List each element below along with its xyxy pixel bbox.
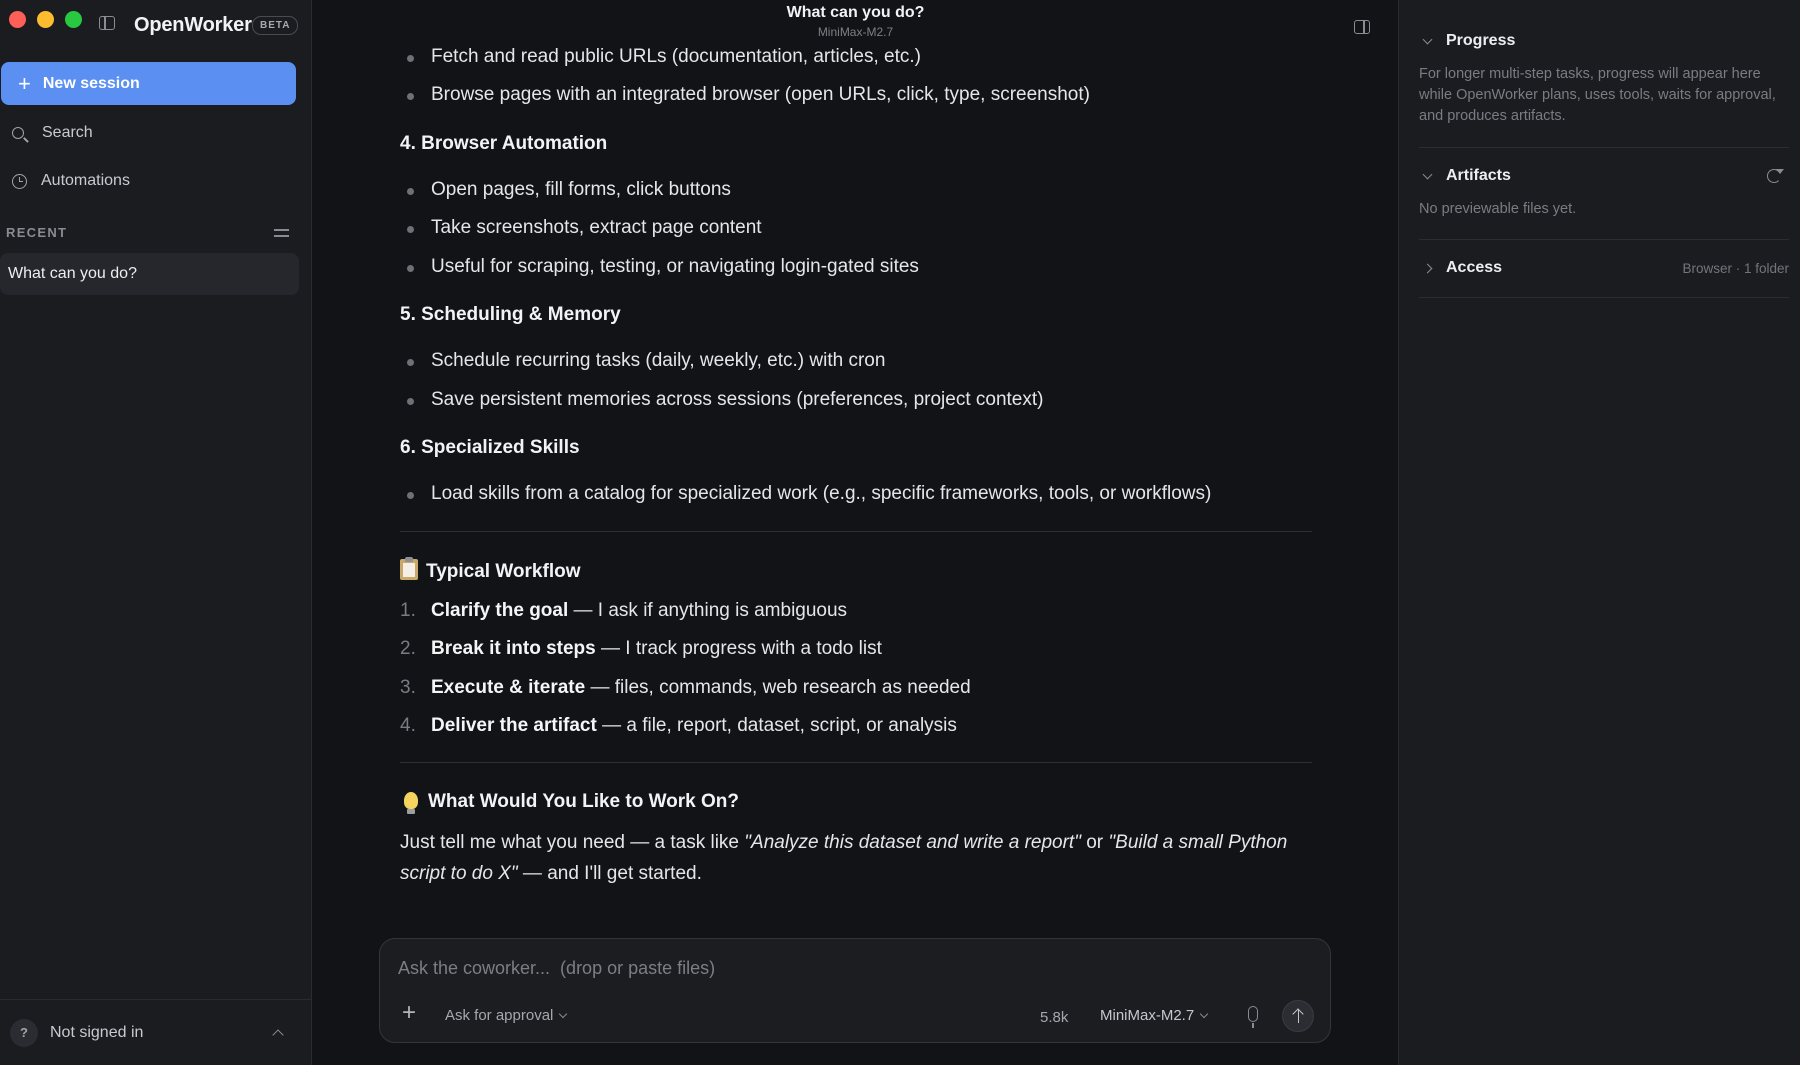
recent-section-label: RECENT — [6, 225, 68, 240]
beta-badge: BETA — [252, 16, 298, 35]
divider — [400, 762, 1312, 763]
minimize-window-button[interactable] — [37, 11, 54, 28]
send-button[interactable] — [1282, 1000, 1314, 1032]
account-footer[interactable] — [0, 999, 312, 1065]
workflow-step — [400, 638, 882, 660]
new-session-label: New session — [42, 74, 140, 92]
window-controls — [9, 11, 82, 28]
divider — [1419, 297, 1789, 298]
step-desc: — I track progress with a todo list — [595, 638, 882, 659]
divider — [400, 531, 1312, 532]
panel-toggle-icon[interactable] — [99, 16, 115, 30]
chat-header — [313, 4, 1398, 39]
close-window-button[interactable] — [9, 11, 26, 28]
step-number: 4. — [400, 715, 416, 736]
artifacts-section — [1419, 167, 1789, 220]
right-panel-toggle-icon[interactable] — [1354, 20, 1370, 34]
new-session-button[interactable] — [1, 62, 296, 105]
divider — [1419, 239, 1789, 240]
workflow-step — [400, 600, 847, 622]
composer — [379, 938, 1331, 1043]
sign-in-status: Not signed in — [50, 1023, 144, 1041]
search-icon — [12, 127, 24, 139]
chevron-down-icon — [1423, 34, 1433, 44]
model-label: MiniMax-M2.7 — [1100, 1007, 1195, 1024]
list-item: Browse pages with an integrated browser (open URLs, click, type, screenshot) — [400, 84, 1090, 107]
workflow-heading — [400, 559, 581, 583]
access-summary: Browser · 1 folder — [1682, 261, 1789, 276]
automations-label: Automations — [41, 172, 130, 189]
progress-header[interactable] — [1419, 32, 1789, 50]
list-item: Useful for scraping, testing, or navigating login-gated sites — [400, 256, 919, 279]
chat-main — [313, 0, 1398, 1065]
progress-section — [1419, 32, 1789, 127]
list-item: Open pages, fill forms, click buttons — [400, 179, 731, 202]
closing-heading — [400, 791, 739, 813]
chevron-right-icon — [1423, 263, 1433, 273]
section-heading: 5. Scheduling & Memory — [400, 304, 621, 325]
chevron-down-icon — [559, 1010, 567, 1018]
list-item: Fetch and read public URLs (documentation, articles, etc.) — [400, 46, 921, 69]
access-title: Access — [1446, 259, 1503, 276]
closing-text: or — [1080, 832, 1109, 853]
refresh-icon[interactable] — [1767, 169, 1781, 183]
clipboard-emoji — [400, 559, 418, 580]
model-select[interactable] — [1100, 1007, 1207, 1024]
clock-icon — [12, 174, 27, 189]
example-quote: "Build a small Python script to do X" — [400, 832, 1288, 884]
sidebar — [0, 0, 312, 1065]
step-number: 3. — [400, 677, 416, 698]
approval-mode-select[interactable] — [445, 1007, 566, 1024]
step-title: Break it into steps — [431, 638, 596, 659]
attach-plus-icon[interactable]: + — [402, 999, 417, 1026]
session-item-active[interactable]: What can you do? — [0, 253, 299, 295]
step-title: Clarify the goal — [431, 600, 569, 621]
workflow-step — [400, 677, 971, 699]
chevron-down-icon — [1200, 1010, 1208, 1018]
section-heading: 4. Browser Automation — [400, 133, 608, 154]
chevron-up-icon[interactable] — [272, 1029, 283, 1040]
approval-label: Ask for approval — [445, 1007, 554, 1024]
mic-icon[interactable] — [1248, 1006, 1258, 1022]
progress-title: Progress — [1446, 32, 1516, 49]
workflow-step — [400, 715, 957, 737]
workflow-heading-text: Typical Workflow — [426, 561, 581, 582]
step-title: Execute & iterate — [431, 677, 586, 698]
section-heading: 6. Specialized Skills — [400, 437, 580, 458]
plus-icon: + — [18, 70, 31, 96]
closing-heading-text: What Would You Like to Work On? — [428, 791, 740, 812]
chevron-down-icon — [1423, 169, 1433, 179]
example-quote: "Analyze this dataset and write a report" — [744, 832, 1081, 853]
help-icon[interactable]: ? — [10, 1019, 38, 1047]
divider — [1419, 147, 1789, 148]
step-desc: — a file, report, dataset, script, or analysis — [596, 715, 957, 736]
step-desc: — files, commands, web research as needed — [585, 677, 971, 698]
list-item: Save persistent memories across sessions (preferences, project context) — [400, 389, 1043, 412]
closing-text: Just tell me what you need — a task like — [400, 832, 745, 853]
list-item: Take screenshots, extract page content — [400, 217, 762, 240]
access-section — [1419, 259, 1789, 277]
progress-description: For longer multi-step tasks, progress will appear here while OpenWorker plans, uses tools, waits for approval, and produces artifacts. — [1419, 66, 1776, 124]
filter-icon[interactable] — [274, 226, 289, 238]
artifacts-header[interactable] — [1419, 167, 1789, 185]
list-item: Load skills from a catalog for specialized work (e.g., specific frameworks, tools, or workflows) — [400, 483, 1211, 506]
app-brand: OpenWorker — [134, 14, 252, 36]
step-number: 2. — [400, 638, 416, 659]
token-count: 5.8k — [1040, 1009, 1069, 1026]
message-input[interactable] — [398, 958, 1298, 979]
step-desc: — I ask if anything is ambiguous — [568, 600, 848, 621]
maximize-window-button[interactable] — [65, 11, 82, 28]
sidebar-item-automations[interactable] — [12, 172, 130, 190]
sidebar-item-search[interactable] — [12, 124, 93, 142]
step-number: 1. — [400, 600, 416, 621]
step-title: Deliver the artifact — [431, 715, 597, 736]
artifacts-title: Artifacts — [1446, 167, 1511, 184]
chat-title: What can you do? — [786, 4, 925, 21]
closing-text: — and I'll get started. — [517, 863, 702, 884]
closing-paragraph — [400, 827, 1312, 889]
search-label: Search — [42, 124, 93, 141]
artifacts-description: No previewable files yet. — [1419, 201, 1577, 217]
right-panel — [1398, 0, 1800, 1065]
composer-toolbar — [380, 1000, 1330, 1030]
lightbulb-emoji — [404, 792, 418, 809]
chat-model: MiniMax-M2.7 — [817, 25, 894, 39]
list-item: Schedule recurring tasks (daily, weekly, etc.) with cron — [400, 350, 885, 373]
